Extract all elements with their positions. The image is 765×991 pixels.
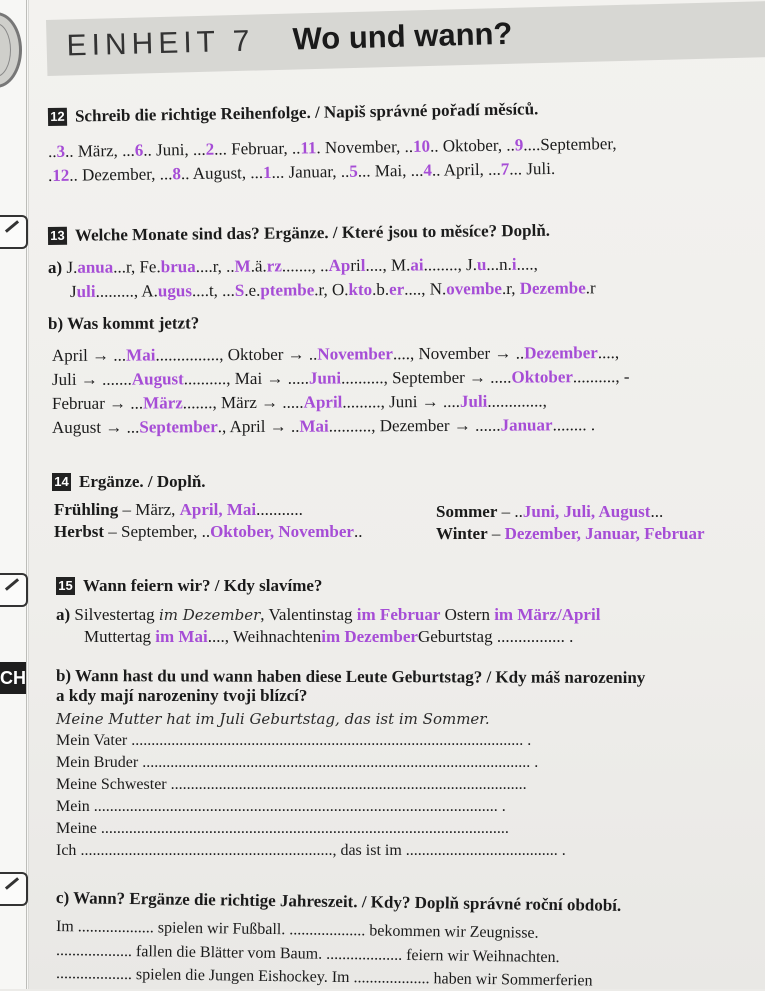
month: August,	[192, 163, 247, 183]
answer: i	[511, 254, 517, 274]
answer: ai	[410, 255, 424, 275]
given-months: – März,	[122, 500, 176, 519]
prompt: August →	[51, 417, 123, 437]
line-prompt: Meine Schwester	[56, 776, 167, 793]
given-months: –	[501, 502, 511, 521]
ex13-b-row-3: Februar → ...März......., März → .....April........., Juni → ....Juli.............,	[51, 391, 547, 413]
answer: 3	[56, 141, 66, 161]
ex15-c-row-1: Im ................... spielen wir Fußball. ................... bekommen wir Zeugnisse.	[55, 918, 539, 942]
holiday: Silvestertag	[74, 605, 155, 624]
pencil-icon	[0, 215, 28, 249]
answer: Oktober, November	[210, 522, 354, 541]
part-label: a)	[47, 257, 63, 277]
answer: Oktober	[511, 367, 573, 387]
given-months: –	[491, 524, 501, 543]
answer: S	[234, 280, 245, 300]
ex15-a-row-2: Muttertag im Mai...., Weihnachtenim DezemberGeburtstag ................ .	[84, 627, 574, 646]
answer: Dezembe	[519, 278, 586, 298]
month: Juli.	[526, 158, 556, 179]
answer: anua	[77, 257, 114, 277]
month: Februar,	[231, 138, 288, 159]
month: November,	[324, 137, 401, 158]
month: Mai,	[374, 160, 407, 181]
prompt: März →	[220, 392, 279, 413]
answer: rz	[266, 256, 282, 276]
ex12-title: Schreib die richtige Reihenfolge. / Napiš správné pořadí měsíců.	[74, 99, 539, 126]
ex13-heading	[48, 221, 550, 246]
ex15-b-title-1: b) Wann hast du und wann haben diese Leute Geburtstag? / Kdy máš narozeniny	[55, 666, 646, 688]
sentence-part: bekommen wir Zeugnisse.	[369, 922, 539, 942]
ex13-title: Welche Monate sind das? Ergänze. / Které jsou to měsíce? Doplň.	[74, 220, 551, 245]
answer: ugus	[157, 281, 192, 301]
answer: Juni	[308, 368, 342, 388]
line-mid-text: , das ist im	[332, 842, 402, 859]
month: Dezember,	[81, 164, 156, 185]
sentence-part: Im	[55, 918, 74, 936]
prompt: Mai →	[234, 368, 284, 389]
ex15-title: Wann feiern wir? / Kdy slavíme?	[83, 576, 323, 595]
letter: .b	[372, 279, 385, 299]
unit-header	[46, 1, 765, 76]
ex14-winter	[436, 524, 705, 544]
answer: April	[303, 392, 343, 412]
answer: brua	[160, 256, 196, 277]
answer: März	[143, 393, 183, 413]
sentence-part: fallen die Blätter vom Baum.	[135, 943, 323, 963]
ex14-title: Ergänze. / Doplň.	[79, 472, 206, 491]
answer: Juni, Juli, August	[522, 502, 651, 521]
answer: 4	[423, 160, 433, 180]
letter: .e.	[244, 280, 261, 300]
ex13-b-row-4: August → ...September., April → ..Mai.........., Dezember → ......Januar........ .	[51, 415, 596, 437]
month: September,	[540, 134, 617, 155]
letter: ,	[311, 256, 321, 276]
ex15-b-line-mein: Mein ..................................................................................................... .	[56, 798, 506, 815]
ex13-a-row-1: a) J.anua...r, Fe.brua....r, ..M.ä.rz......., ..April...., M.ai........, J.u...n.i....,	[47, 254, 538, 277]
line-prompt: Mein Vater	[56, 732, 128, 749]
ex15-c-row-2: ................... fallen die Blätter vom Baum. ................... feiern wir Weihnachten.	[55, 942, 560, 967]
answer: im Februar	[356, 605, 441, 624]
month: Januar,	[288, 161, 337, 182]
ex13-b-row-1: April → ...Mai..............., Oktober → ..November...., November → ..Dezember....,	[51, 343, 620, 365]
ex15-a-row-1: a) Silvestertag im Dezember, Valentinstag im Februar Ostern im März/April	[56, 605, 601, 624]
prompt: September →	[392, 367, 487, 388]
unit-number: EINHEIT 7	[66, 24, 255, 63]
ex14-herbst: Herbst – September, ..Oktober, November..	[54, 522, 363, 541]
page-fold-line	[26, 0, 27, 989]
ex13-b-row-2: Juli → .......August.........., Mai → .....Juni.........., September → .....Oktober.........., -	[51, 366, 630, 389]
prompt: Juli →	[51, 369, 98, 389]
holiday: Ostern	[444, 605, 490, 624]
answer: u	[476, 254, 487, 275]
prompt: Dezember →	[379, 415, 471, 436]
ex15-b-line-vater: Mein Vater .................................................................................................. .	[56, 732, 532, 749]
answer: Dezember	[524, 343, 598, 363]
letter: ,	[533, 254, 538, 274]
answer: im Mai	[155, 627, 208, 646]
letter: r, Fe	[125, 257, 157, 277]
answer: 8	[172, 164, 182, 184]
month: April,	[443, 159, 484, 180]
sentence-part: feiern wir Weihnachten.	[406, 946, 560, 967]
answer: 2	[205, 139, 215, 159]
line-prompt: Mein	[56, 798, 90, 815]
ex14-sommer: Sommer – ..Juni, Juli, August...	[436, 502, 664, 521]
answer: Mai	[126, 345, 156, 365]
answer: M	[234, 256, 251, 276]
letter: , N.	[421, 279, 447, 299]
prompt: April →	[51, 345, 110, 365]
answer: Dezember, Januar, Februar	[504, 524, 705, 543]
letter: , M.	[382, 255, 411, 275]
ex12-heading	[48, 99, 539, 127]
ex15-b-line-meine: Meine ......................................................................................................	[56, 820, 509, 837]
answer: Mai	[299, 416, 329, 436]
answer: 11	[300, 138, 317, 158]
season-label: Frühling	[54, 500, 119, 519]
holiday: Geburtstag	[417, 627, 493, 646]
ex15-b-line-bruder: Mein Bruder ................................................................................................. .	[56, 754, 539, 771]
line-prompt: Ich	[56, 842, 77, 859]
month: Oktober,	[442, 135, 503, 156]
month: März,	[77, 141, 118, 161]
prompt: November →	[418, 343, 512, 364]
answer: Juli	[459, 391, 488, 411]
answer: April, Mai	[179, 500, 257, 519]
sentence-part: spielen die Jungen Eishockey. Im	[135, 966, 350, 987]
answer: im März/April	[494, 605, 601, 624]
prompt: Juni →	[389, 391, 439, 412]
letter: r	[589, 278, 596, 298]
ex13-number: 13	[48, 227, 67, 245]
answer: im Dezember	[321, 627, 418, 646]
answer: 10	[412, 136, 431, 156]
ex12-row-1: ..3.. März, ...6.. Juni, ...2... Februar, ..11. November, ..10.. Oktober, ..9....September,	[47, 134, 617, 161]
ex12-row-2: .12.. Dezember, ...8.. August, ...1... Januar, ..5... Mai, ...4.. April, ...7... Juli.	[47, 158, 556, 185]
pencil-icon	[0, 872, 28, 906]
season-label: Winter	[436, 524, 488, 543]
line-prompt: Mein Bruder	[56, 754, 139, 771]
prompt: Februar →	[51, 393, 127, 413]
season-label: Sommer	[436, 502, 498, 521]
ex15-b-line-ich: Ich ..............................................................., das ist im ...................................... .	[56, 842, 566, 859]
letter: , J.	[457, 255, 477, 275]
answer: 7	[500, 159, 510, 179]
part-label: a)	[56, 605, 71, 624]
ex15-heading	[56, 576, 322, 596]
ex15-c-row-3: ................... spielen die Jungen Eishockey. Im ................... haben wir Sommerferien	[55, 965, 593, 990]
holiday: Weihnachten	[232, 627, 322, 646]
ex14-heading	[52, 472, 206, 492]
prompt: April →	[229, 416, 287, 437]
letter: t,	[208, 280, 223, 301]
answer: 5	[349, 161, 358, 181]
answer: September	[139, 417, 218, 437]
letter: J	[66, 257, 74, 277]
ex12-number: 12	[48, 108, 67, 126]
sentence-part: haben wir Sommerferien	[433, 970, 593, 990]
holiday: Muttertag	[84, 627, 152, 646]
answer: Januar	[500, 415, 553, 435]
ex15-b-line-schwester: Meine Schwester .........................................................................................	[56, 776, 527, 793]
ex14-number: 14	[52, 473, 71, 491]
ex15-number: 15	[56, 577, 75, 595]
side-tab-ich: CH	[0, 662, 26, 694]
holiday: Valentinstag	[268, 605, 353, 624]
answer: kto	[348, 279, 373, 300]
answer: 9	[514, 135, 524, 155]
answer: August	[131, 369, 184, 389]
letter: r,	[506, 278, 520, 298]
unit-title: Wo und wann?	[292, 15, 513, 57]
month: Juni,	[155, 140, 189, 160]
letter: ri	[350, 255, 361, 275]
answer: l	[360, 255, 366, 275]
answer: ovembe	[446, 278, 503, 299]
answer: uli	[76, 281, 96, 301]
ex13-b-title: b) Was kommt jetzt?	[47, 313, 200, 333]
prompt: Oktober →	[227, 344, 305, 365]
ex15-b-handwritten-example: Meine Mutter hat im Juli Geburtstag, das ist im Sommer.	[56, 710, 490, 728]
ex15-b-title-2: a kdy mají narozeniny tvoji blízcí?	[56, 686, 308, 705]
ex13-a-row-2: Juli........., A.ugus....t, ...S.e.ptembe.r, O.kto.b.er...., N.ovembe.r, Dezembe.r	[69, 278, 596, 301]
sentence-part: spielen wir Fußball.	[157, 919, 286, 939]
answer: 1	[262, 162, 272, 182]
letter: , A.	[133, 281, 158, 301]
ex15-c-title: c) Wann? Ergänze die richtige Jahreszeit. / Kdy? Doplň správné roční období.	[55, 888, 622, 915]
letter: ä	[254, 256, 263, 276]
answer: ptembe	[260, 280, 315, 300]
line-prompt: Meine	[56, 820, 97, 837]
answer: Ap	[328, 255, 351, 276]
letter: n	[499, 254, 508, 274]
answer: 6	[134, 140, 144, 160]
letter: J	[69, 281, 77, 301]
left-page-edge	[0, 0, 29, 989]
pencil-icon	[0, 573, 28, 607]
answer: er	[389, 279, 405, 299]
answer: November	[317, 344, 393, 364]
handwritten-answer: im Dezember	[158, 606, 261, 624]
answer: 12	[52, 165, 70, 185]
letter: r, O.	[318, 280, 349, 300]
ex14-fruehling: Frühling – März, April, Mai...........	[54, 500, 303, 519]
season-label: Herbst	[54, 522, 105, 541]
letter: r,	[212, 256, 227, 276]
given-months: – September,	[108, 522, 198, 541]
